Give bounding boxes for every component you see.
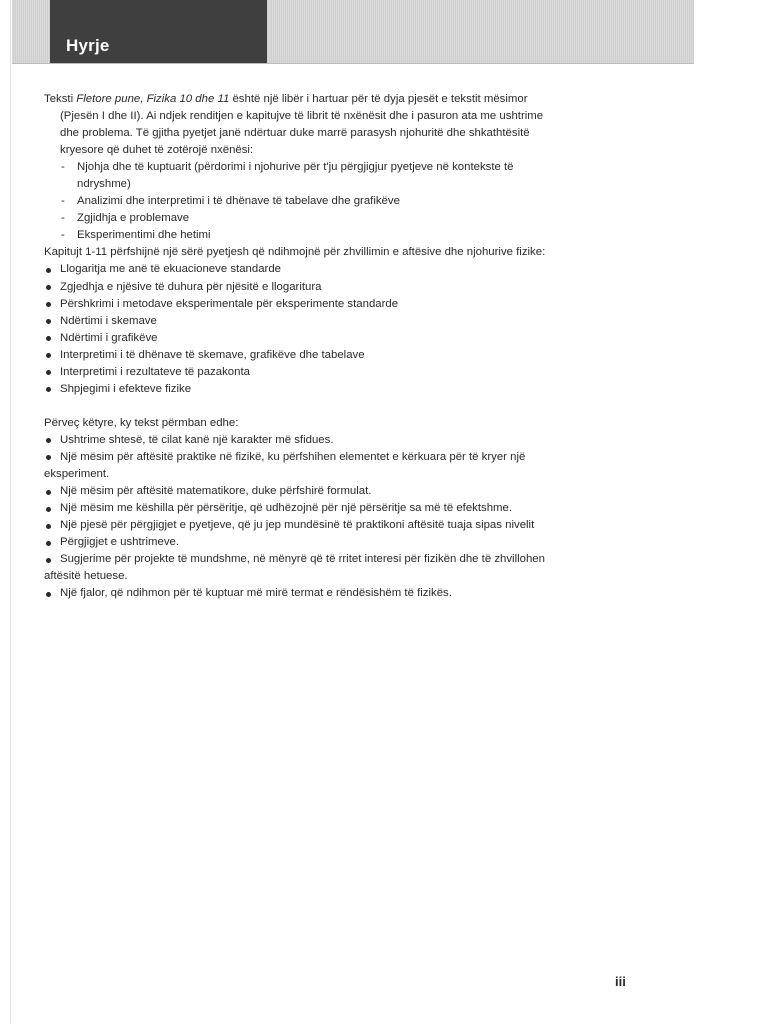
list-item: - Zgjidhja e problemave (44, 210, 564, 227)
list-item-line: Një mësim për aftësitë praktike në fizikë, ku përfshihen elementet e kërkuara për të kryer një (60, 450, 526, 463)
section-title: Hyrje (66, 36, 110, 55)
list-item: Një pjesë për përgjigjet e pyetjeve, që ju jep mundësinë të praktikoni aftësitë tuaja sipas nivelit (44, 517, 564, 534)
list-item: Një mësim për aftësitë matematikore, duke përfshirë formulat. (44, 483, 564, 500)
list-item-line: Sugjerime për projekte të mundshme, në mënyrë që të rritet interesi për fizikën dhe të zhvillohen (60, 553, 545, 566)
list-item: Ndërtimi i skemave (44, 313, 564, 330)
list-item-continuation: eksperiment. (44, 467, 110, 480)
skills-list (44, 159, 564, 244)
list-item: Përshkrimi i metodave eksperimentale për eksperimente standarde (44, 296, 564, 313)
list-item: - Eksperimentimi dhe hetimi (44, 227, 564, 244)
spacer (44, 398, 564, 415)
list-item: Ushtrime shtesë, të cilat kanë një karakter më sfidues. (44, 432, 564, 449)
list-item: Interpretimi i rezultateve të pazakonta (44, 364, 564, 381)
list-item: Ndërtimi i grafikëve (44, 330, 564, 347)
list-item: Interpretimi i të dhënave të skemave, grafikëve dhe tabelave (44, 347, 564, 364)
list-item: - Analizimi dhe interpretimi i të dhënave të tabelave dhe grafikëve (44, 193, 564, 210)
page-edge (10, 0, 11, 1024)
book-title: Fletore pune, Fizika 10 dhe 11 (76, 93, 230, 105)
chapters-intro: Kapitujt 1-11 përfshijnë një sërë pyetjesh që ndihmojnë për zhvillimin e aftësive dhe njohurive fizike: (44, 246, 546, 259)
header-bar (12, 0, 694, 63)
intro-text: është një libër i hartuar për të dyja pjesët e tekstit mësimor (Pjesën I dhe II). Ai ndjek renditjen e kapitujve të librit të nxënësit dhe i pasuron ata me ushtrime dhe problema. Të gjitha pyetjet janë ndërtuar duke marrë parasysh njohuritë dhe shkathtësitë kryesore që duhet të zotërojë nxënësi: (60, 93, 544, 157)
intro-paragraph (44, 91, 564, 159)
extra-items-list (44, 432, 564, 602)
list-item (44, 449, 564, 483)
header-title-box (50, 0, 267, 63)
list-item: Përgjigjet e ushtrimeve. (44, 534, 564, 551)
list-item-continuation: aftësitë hetuese. (44, 570, 128, 583)
extras-intro: Përveç këtyre, ky tekst përmban edhe: (44, 416, 239, 429)
chapter-items-list (44, 261, 564, 397)
list-item: Një fjalor, që ndihmon për të kuptuar më mirë termat e rëndësishëm të fizikës. (44, 585, 564, 602)
page-number: iii (615, 974, 626, 989)
list-item (44, 551, 564, 585)
list-item: Shpjegimi i efekteve fizike (44, 381, 564, 398)
list-item: - Njohja dhe të kuptuarit (përdorimi i njohurive për t'ju përgjigjur pyetjeve në kontekste të ndryshme) (44, 159, 564, 193)
intro-prefix: Teksti (44, 93, 77, 105)
list-item: Një mësim me këshilla për përsëritje, që udhëzojnë për një përsëritje sa më të efektshme. (44, 500, 564, 517)
list-item: Zgjedhja e njësive të duhura për njësitë e llogaritura (44, 279, 564, 296)
list-item: Llogaritja me anë të ekuacioneve standarde (44, 261, 564, 278)
page-content (44, 91, 564, 602)
